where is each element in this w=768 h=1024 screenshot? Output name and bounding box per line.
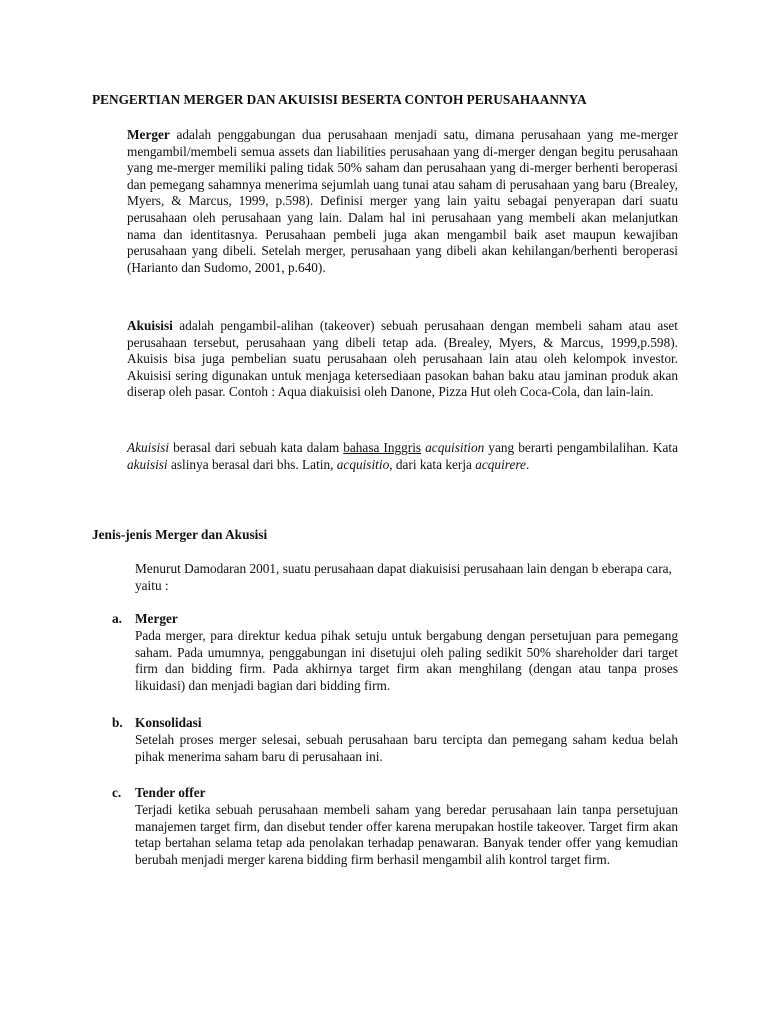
intro-paragraph: Menurut Damodaran 2001, suatu perusahaan dapat diakuisisi perusahaan lain dengan b eberapa cara, yaitu :	[135, 561, 672, 593]
etymology-text: yang berarti pengambilalihan. Kata	[484, 440, 679, 455]
etymology-term-akuisisi-2: akuisisi	[127, 456, 168, 472]
merger-definition-paragraph	[127, 127, 678, 276]
list-item-heading: Konsolidasi	[135, 715, 202, 730]
document-title: PENGERTIAN MERGER DAN AKUISISI BESERTA CONTOH PERUSAHAANNYA	[92, 92, 587, 107]
list-marker: b.	[112, 715, 123, 730]
list-item-body: Pada merger, para direktur kedua pihak setuju untuk bergabung dengan persetujuan para pemegang saham. Pada umumnya, penggabungan ini disetujui oleh paling sedikit 50% shareholder dari target firm dan bidding firm. Pada akhirnya target firm akan menghilang (dengan atau tanpa proses likuidasi) dan menjadi bagian dari bidding firm.	[135, 628, 678, 693]
merger-term: Merger	[127, 127, 170, 142]
etymology-term-acquirere: acquirere	[475, 456, 526, 472]
etymology-text: .	[525, 456, 530, 472]
bahasa-inggris-link[interactable]: bahasa Inggris	[343, 440, 422, 455]
list-item-body: Terjadi ketika sebuah perusahaan membeli saham yang beredar perusahaan lain tanpa persetujuan manajemen target firm, dan disebut tender offer karena merupakan hostile takeover. Target firm akan tetap bertahan selama tetap ada penolakan terhadap penawaran. Banyak tender offer yang kemudian berubah menjadi merger karena bidding firm berhasil mengambil alih kontrol target firm.	[135, 802, 678, 867]
akuisisi-term: Akuisisi	[127, 318, 173, 333]
merger-definition-text: adalah penggabungan dua perusahaan menjadi satu, dimana perusahaan yang me-merger mengambil/membeli semua assets dan liabilities perusahaan yang di-merger dengan begitu perusahaan yang me-merger memiliki paling tidak 50% saham dan perusahaan yang di-merger berhenti beroperasi dan pemegang sahamnya menerima sejumlah uang tunai atau saham di perusahaan yang baru (Brealey, Myers, & Marcus, 1999, p.598). Definisi merger yang lain yaitu sebagai penyerapan dari suatu perusahaan oleh perusahaan yang lain. Dalam hal ini perusahaan yang membeli akan melanjutkan nama dan identitasnya. Perusahaan pembeli juga akan mengambil baik aset maupun kewajiban perusahaan yang dibeli. Setelah merger, perusahaan yang dibeli akan kehilangan/berhenti beroperasi (Harianto dan Sudomo, 2001, p.640).	[127, 127, 678, 275]
akuisisi-definition-paragraph	[127, 318, 678, 401]
list-item-heading: Tender offer	[135, 785, 206, 800]
etymology-text: , dari kata kerja	[389, 456, 476, 472]
akuisisi-definition-text: adalah pengambil-alihan (takeover) sebuah perusahaan dengan membeli saham atau aset perusahaan tersebut, perusahaan yang dibeli tetap ada. (Brealey, Myers, & Marcus, 1999,p.598). Akuisis bisa juga pembelian suatu perusahaan oleh perusahaan lain atau oleh kelompok investor. Akuisisi sering digunakan untuk menjaga ketersediaan pasokan bahan baku atau jaminan produk akan diserap oleh pasar. Contoh : Aqua diakuisisi oleh Danone, Pizza Hut oleh Coca-Cola, dan lain-lain.	[127, 318, 678, 400]
etymology-term-akuisisi: Akuisisi	[127, 440, 170, 455]
list-item-heading: Merger	[135, 611, 178, 626]
list-marker: c.	[112, 785, 122, 800]
etymology-text: berasal dari sebuah kata dalam	[169, 440, 344, 455]
etymology-paragraph	[127, 440, 678, 473]
list-item-body: Setelah proses merger selesai, sebuah perusahaan baru tercipta dan pemegang saham kedua belah pihak menerima saham baru di perusahaan ini.	[135, 732, 678, 764]
list-marker: a.	[112, 611, 122, 626]
etymology-term-acquisitio: acquisitio	[336, 456, 390, 472]
etymology-term-acquisition: acquisition	[425, 440, 485, 455]
etymology-text: aslinya berasal dari bhs. Latin,	[167, 456, 337, 472]
section-title: Jenis-jenis Merger dan Akusisi	[92, 527, 268, 542]
